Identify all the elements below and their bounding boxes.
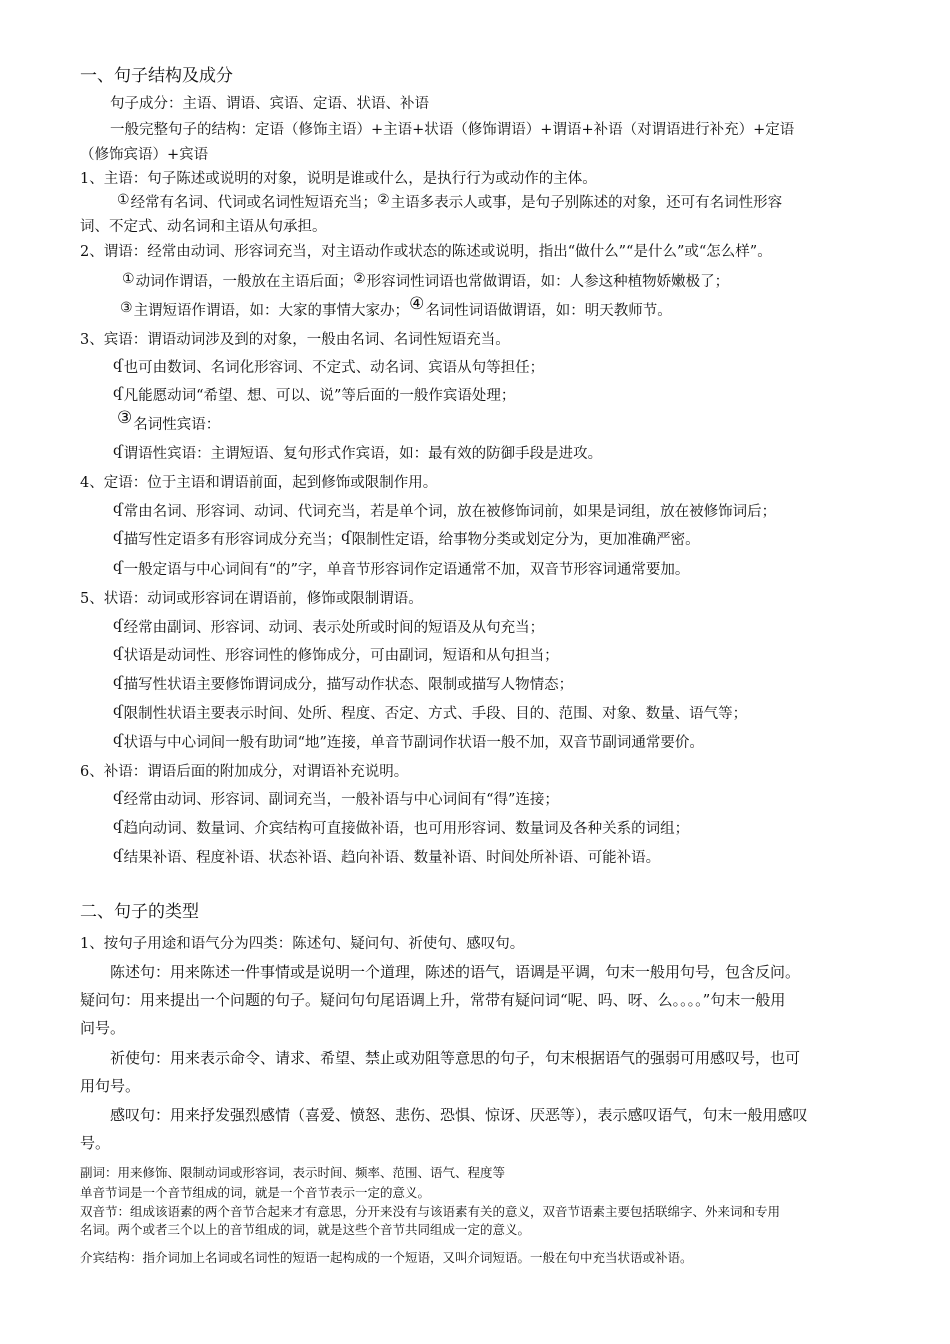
adverbial-line-2: [113, 646, 559, 666]
imperative-line-2: 用句号。: [80, 1077, 141, 1095]
object-point-3: 名词性宾语：: [133, 417, 221, 433]
attributive-line-2: [113, 530, 700, 550]
attributive-line-3: [113, 560, 689, 580]
subject-line-1: [117, 193, 782, 213]
adverbial-heading: 5、状语：动词或形容词在谓语前，修饰或限制谓语。: [80, 591, 423, 607]
structure-line-2: （修饰宾语）+宾语: [80, 147, 209, 163]
adverbial-point-1: 经常由副词、形容词、动词、表示处所或时间的短语及从句充当；: [123, 620, 545, 636]
exclamatory-line-2: 号。: [80, 1134, 111, 1152]
complement-heading: 6、补语：谓语后面的附加成分，对谓语补充说明。: [80, 764, 409, 780]
note-disyllabic-2: 名词。两个或者三个以上的音节组成的词，就是这些个音节共同组成一定的意义。: [80, 1222, 531, 1237]
complement-line-3: [113, 848, 660, 868]
bullet-icon: ʠ: [113, 501, 123, 517]
object-heading: 3、宾语：谓语动词涉及到的对象，一般由名词、名词性短语充当。: [80, 332, 510, 348]
exclamatory-line-1: 感叹句：用来抒发强烈感情（喜爱、愤怒、悲伤、恐惧、惊讶、厌恶等），表示感叹语气，句末一般用感叹: [110, 1106, 808, 1124]
complement-point-2: 趋向动词、数量词、介宾结构可直接做补语，也可用形容词、数量词及各种关系的词组；: [123, 821, 690, 837]
attributive-point-4: 一般定语与中心词间有“的”字，单音节形容词作定语通常不加，双音节形容词通常要加。: [123, 562, 690, 578]
adverbial-point-5: 状语与中心词间一般有助词“地”连接，单音节副词作状语一般不加，双音节副词通常要价。: [123, 735, 704, 751]
note-prep-structure: 介宾结构：指介词加上名词或名词性的短语一起构成的一个短语，又叫介词短语。一般在句中充当状语或补语。: [80, 1250, 693, 1265]
bullet-icon: ʠ: [113, 789, 123, 805]
circled-3-icon: ③: [117, 408, 133, 428]
object-line-4: [113, 444, 602, 464]
predicate-point-1: 动词作谓语，一般放在主语后面；: [135, 274, 354, 290]
circled-1-icon: ①: [117, 192, 130, 208]
circled-1-icon: ①: [122, 271, 135, 287]
sentence-components-line: 句子成分：主语、谓语、宾语、定语、状语、补语: [110, 96, 429, 112]
bullet-icon: ʠ: [113, 674, 123, 690]
object-line-2: [113, 386, 515, 406]
note-disyllabic-1: 双音节：组成该语素的两个音节合起来才有意思，分开来没有与该语素有关的意义，双音节语素主要包括联绵字、外来词和专用: [80, 1204, 781, 1219]
section-title-sentence-types: 二、句子的类型: [80, 902, 199, 922]
object-line-1: [113, 358, 544, 378]
subject-point-1: 经常有名词、代词或名词性短语充当；: [130, 195, 378, 211]
complement-line-2: [113, 819, 689, 839]
object-point-2: 凡能愿动词“希望、想、可以、说”等后面的一般作宾语处理；: [123, 388, 516, 404]
bullet-icon: ʠ: [113, 529, 123, 545]
adverbial-line-3: [113, 675, 573, 695]
attributive-line-1: [113, 502, 776, 522]
bullet-icon: ʠ: [113, 357, 123, 373]
interrogative-line-2: 问号。: [80, 1019, 126, 1037]
bullet-icon: ʠ: [113, 818, 123, 834]
bullet-icon: ʠ: [113, 385, 123, 401]
predicate-heading: 2、谓语：经常由动词、形容词充当，对主语动作或状态的陈述或说明，指出“做什么”“是什么”或“怎么样”。: [80, 244, 772, 260]
adverbial-line-4: [113, 704, 747, 724]
circled-3-icon: ③: [120, 300, 133, 316]
adverbial-line-5: [113, 733, 704, 753]
sentence-types-heading: 1、按句子用途和语气分为四类：陈述句、疑问句、祈使句、感叹句。: [80, 936, 525, 952]
subject-point-2: 主语多表示人或事，是句子别陈述的对象，还可有名词性形容: [390, 195, 783, 211]
complement-point-1: 经常由动词、形容词、副词充当，一般补语与中心词间有“得”连接；: [123, 792, 559, 808]
note-monosyllabic: 单音节词是一个音节组成的词，就是一个音节表示一定的意义。: [80, 1185, 431, 1200]
subject-line-2: 词、不定式、动名词和主语从句承担。: [80, 219, 327, 235]
circled-4-icon: ④: [409, 294, 425, 314]
structure-line-1: 一般完整句子的结构：定语（修饰主语）+主语+状语（修饰谓语）+谓语+补语（对谓语进行补充）+定语: [110, 122, 795, 138]
circled-2-icon: ②: [377, 192, 390, 208]
interrogative-line-1: 疑问句：用来提出一个问题的句子。疑问句句尾语调上升，常带有疑问词“呢、吗、呀、么。。。。”句末一般用: [80, 991, 786, 1009]
predicate-point-2: 形容词性词语也常做谓语，如：人参这种植物娇嫩极了；: [366, 274, 730, 290]
bullet-icon: ʠ: [113, 732, 123, 748]
bullet-icon: ʠ: [113, 703, 123, 719]
bullet-icon: ʠ: [113, 617, 123, 633]
adverbial-point-2: 状语是动词性、形容词性的修饰成分，可由副词，短语和从句担当；: [123, 648, 559, 664]
subject-heading: 1、主语：句子陈述或说明的对象，说明是谁或什么，是执行行为或动作的主体。: [80, 171, 597, 187]
object-line-3: [117, 408, 221, 435]
adverbial-point-3: 描写性状语主要修饰谓词成分，描写动作状态、限制或描写人物情态；: [123, 677, 574, 693]
attributive-heading: 4、定语：位于主语和谓语前面，起到修饰或限制作用。: [80, 475, 438, 491]
attributive-point-2: 描写性定语多有形容词成分充当；: [123, 532, 342, 548]
predicate-line-1: [122, 272, 729, 292]
object-point-4: 谓语性宾语：主谓短语、复句形式作宾语，如：最有效的防御手段是进攻。: [123, 446, 603, 462]
predicate-point-4: 名词性词语做谓语，如：明天教师节。: [425, 303, 672, 319]
complement-line-1: [113, 790, 559, 810]
note-adverb: 副词：用来修饰、限制动词或形容词，表示时间、频率、范围、语气、程度等: [80, 1165, 506, 1180]
bullet-icon: ʠ: [113, 443, 123, 459]
bullet-icon: ʠ: [113, 645, 123, 661]
predicate-point-3: 主谓短语作谓语，如：大家的事情大家办；: [133, 303, 410, 319]
imperative-line-1: 祈使句：用来表示命令、请求、希望、禁止或劝阻等意思的句子，句末根据语气的强弱可用感叹号，也可: [110, 1049, 801, 1067]
adverbial-point-4: 限制性状语主要表示时间、处所、程度、否定、方式、手段、目的、范围、对象、数量、语气等；: [123, 706, 748, 722]
attributive-point-1: 常由名词、形容词、动词、代词充当，若是单个词，放在被修饰词前，如果是词组，放在被修饰词后；: [123, 504, 777, 520]
predicate-line-2: [120, 294, 672, 321]
section-title-sentence-structure: 一、句子结构及成分: [80, 66, 233, 86]
bullet-icon: ʠ: [113, 847, 123, 863]
adverbial-line-1: [113, 618, 544, 638]
declarative-line: 陈述句：用来陈述一件事情或是说明一个道理，陈述的语气，语调是平调，句末一般用句号，包含反问。: [110, 963, 801, 981]
bullet-icon: ʠ: [113, 559, 123, 575]
object-point-1: 也可由数词、名词化形容词、不定式、动名词、宾语从句等担任；: [123, 360, 545, 376]
circled-2-icon: ②: [353, 271, 366, 287]
attributive-point-3: 限制性定语，给事物分类或划定分为，更加准确严密。: [351, 532, 700, 548]
bullet-icon: ʠ: [341, 529, 351, 545]
complement-point-3: 结果补语、程度补语、状态补语、趋向补语、数量补语、时间处所补语、可能补语。: [123, 850, 661, 866]
